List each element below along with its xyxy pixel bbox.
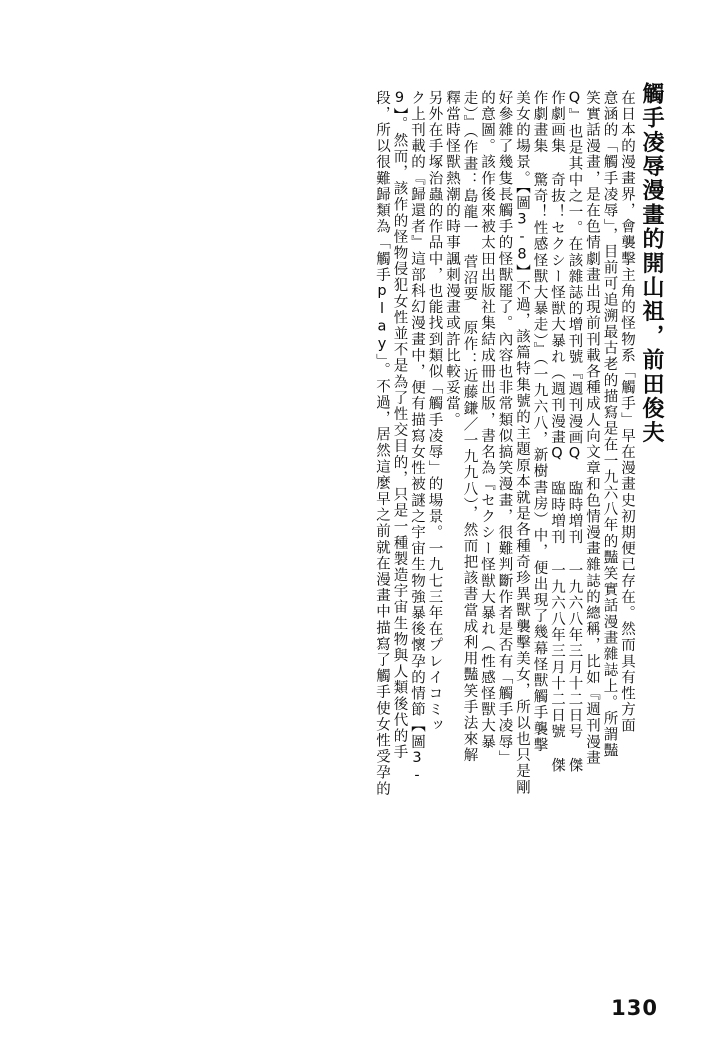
body-column: 作劇画集 奇抜！セクシー怪獣大暴れ（週刊漫畫Q 臨時増刊 一九六八年三月十二日號 傑	[549, 90, 565, 774]
body-column: Q』也是其中之一。在該雜誌的增刊號『週刊漫画Q 臨時増刊 一九六八年三月十二日号 傑	[566, 90, 583, 774]
body-column: 9】。然而，該作的怪物侵犯女性並不是為了性交目的，只是一種製造宇宙生物與人類後代的手	[391, 90, 408, 761]
body-column: 走）』（作畫：島龍一 菅沼要 原作：近藤鎌／一九九八），然而把該書當成利用豔笑手法來解	[461, 90, 478, 764]
vertical-text-block	[56, 62, 662, 962]
body-column: 的意圖。該作後來被太田出版社集結成冊出版，書名為『セクシー怪獣大暴れ（性感怪獸大暴	[479, 90, 495, 751]
body-column: ク上刊載的『歸還者』這部科幻漫畫中，便有描寫女性被謎之宇宙生物強暴後懷孕的情節【圖3-	[409, 90, 425, 786]
body-column: 美女的場景。【圖3-8】不過，該篇特集號的主題原本就是各種奇珍異獸襲擊美女，所以也只是剛	[514, 90, 530, 796]
body-column: 段，所以很難歸類為「觸手play」。不過，居然這麼早之前就在漫畫中描寫了觸手使女性受孕的	[374, 90, 390, 798]
body-column: 在日本的漫畫界，會襲擊主角的怪物系「觸手」早在漫畫史初期便已存在。然而具有性方面	[619, 90, 635, 734]
body-column: 作劇畫集 驚奇！性感怪獸大暴走）』（一九六八，新樹書房）中，便出現了幾幕怪獸觸手襲擊	[531, 90, 548, 754]
body-column: 好參雜了幾隻長觸手的怪獸罷了。內容也非常類似搞笑漫畫，很難判斷作者是否有「觸手凌辱」	[496, 90, 513, 767]
body-column: 笑實話漫畫，是在色情劇畫出現前刊載各種成人向文章和色情漫畫雜誌的總稱，比如『週刊漫畫	[584, 90, 600, 767]
body-column: 釋當時怪獸熱潮的時事諷刺漫畫或許比較妥當。	[444, 90, 460, 429]
body-column: 另外在手塚治蟲的作品中，也能找到類似「觸手凌辱」的場景。一九七三年在プレイコミッ	[426, 90, 443, 734]
page-title: 觸手凌辱漫畫的開山祖，前田俊夫	[639, 82, 664, 445]
body-column: 意涵的「觸手凌辱」，目前可追溯最古老的描寫是在一九六八年的豔笑實話漫畫雜誌上。所謂豔	[601, 90, 618, 759]
page-number: 130	[611, 996, 658, 1020]
